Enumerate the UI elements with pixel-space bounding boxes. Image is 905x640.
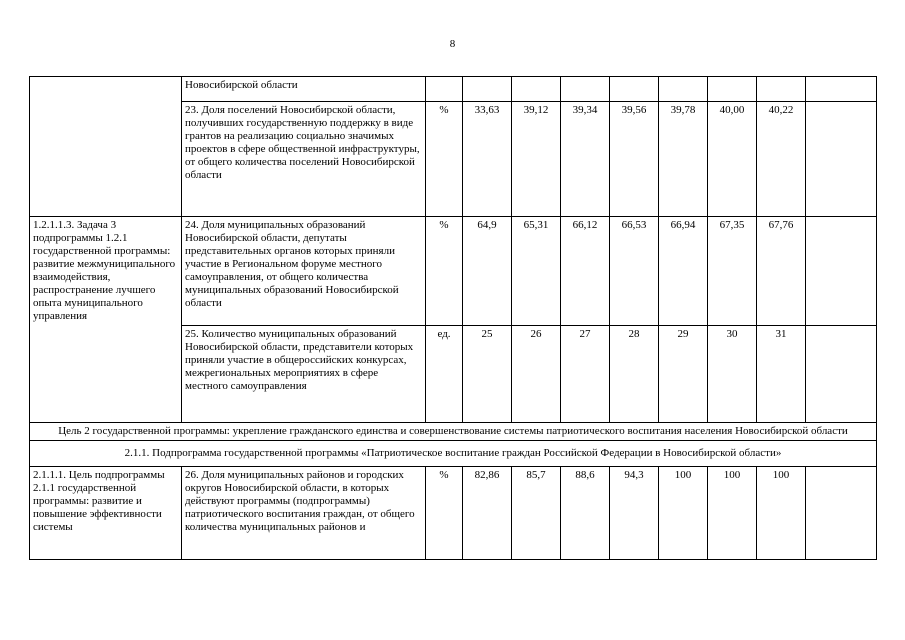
value-cell: 33,63 xyxy=(463,102,512,217)
note-cell xyxy=(806,102,877,217)
goal-2-heading: Цель 2 государственной программы: укрепление гражданского единства и совершенствование системы патриотического воспитания населения Новосибирской области xyxy=(30,423,877,441)
value-cell: 28 xyxy=(610,326,659,423)
table-row-subprogram-211 xyxy=(30,441,877,467)
value-cell: 39,34 xyxy=(561,102,610,217)
value-cell: 25 xyxy=(463,326,512,423)
value-cell: 40,22 xyxy=(757,102,806,217)
table-row-goal-2 xyxy=(30,423,877,441)
value-cell xyxy=(512,77,561,102)
value-cell: 67,76 xyxy=(757,217,806,326)
indicator-cell: 23. Доля поселений Новосибирской области, получивших государственную поддержку в виде грантов на реализацию социально значимых проектов в сфере общественной инфраструктуры, от общего количества поселений Новосибирской области xyxy=(182,102,426,217)
value-cell xyxy=(659,77,708,102)
task-cell: 2.1.1.1. Цель подпрограммы 2.1.1 государственной программы: развитие и повышение эффективности системы xyxy=(30,467,182,560)
value-cell: 82,86 xyxy=(463,467,512,560)
value-cell: 39,78 xyxy=(659,102,708,217)
value-cell: 100 xyxy=(659,467,708,560)
table-row-26 xyxy=(30,467,877,560)
unit-cell xyxy=(426,77,463,102)
value-cell: 30 xyxy=(708,326,757,423)
unit-cell: % xyxy=(426,217,463,326)
value-cell: 85,7 xyxy=(512,467,561,560)
value-cell: 66,94 xyxy=(659,217,708,326)
value-cell: 94,3 xyxy=(610,467,659,560)
value-cell: 67,35 xyxy=(708,217,757,326)
value-cell: 39,56 xyxy=(610,102,659,217)
value-cell: 66,12 xyxy=(561,217,610,326)
indicators-table xyxy=(29,76,877,560)
value-cell: 66,53 xyxy=(610,217,659,326)
table-row-24 xyxy=(30,217,877,326)
value-cell: 88,6 xyxy=(561,467,610,560)
value-cell xyxy=(708,77,757,102)
value-cell: 100 xyxy=(708,467,757,560)
value-cell xyxy=(463,77,512,102)
value-cell: 40,00 xyxy=(708,102,757,217)
note-cell xyxy=(806,77,877,102)
note-cell xyxy=(806,326,877,423)
value-cell: 31 xyxy=(757,326,806,423)
indicator-cell: 26. Доля муниципальных районов и городских округов Новосибирской области, в которых действуют программы (подпрограммы) патриотического воспитания граждан, от общего количества муниципальных районов и xyxy=(182,467,426,560)
value-cell: 65,31 xyxy=(512,217,561,326)
task-cell-empty xyxy=(30,77,182,217)
table-row-continuation xyxy=(30,77,877,102)
value-cell xyxy=(757,77,806,102)
unit-cell: ед. xyxy=(426,326,463,423)
note-cell xyxy=(806,467,877,560)
subprogram-heading: 2.1.1. Подпрограмма государственной программы «Патриотическое воспитание граждан Российской Федерации в Новосибирской области» xyxy=(30,441,877,467)
value-cell: 100 xyxy=(757,467,806,560)
value-cell xyxy=(561,77,610,102)
note-cell xyxy=(806,217,877,326)
unit-cell: % xyxy=(426,102,463,217)
value-cell: 27 xyxy=(561,326,610,423)
page-number: 8 xyxy=(449,38,456,50)
indicator-cell: Новосибирской области xyxy=(182,77,426,102)
indicator-cell: 25. Количество муниципальных образований Новосибирской области, представители которых приняли участие в общероссийских конкурсах, межрегиональных мероприятиях в сфере местного самоуправления xyxy=(182,326,426,423)
indicator-cell: 24. Доля муниципальных образований Новосибирской области, депутаты представительных органов которых приняли участие в Региональном форуме местного самоуправления, от общего количества муниципальных образований Новосибирской области xyxy=(182,217,426,326)
value-cell xyxy=(610,77,659,102)
value-cell: 26 xyxy=(512,326,561,423)
value-cell: 29 xyxy=(659,326,708,423)
task-cell: 1.2.1.1.3. Задача 3 подпрограммы 1.2.1 государственной программы: развитие межмуниципального взаимодействия, распространение лучшего опыта муниципального управления xyxy=(30,217,182,423)
value-cell: 39,12 xyxy=(512,102,561,217)
value-cell: 64,9 xyxy=(463,217,512,326)
unit-cell: % xyxy=(426,467,463,560)
